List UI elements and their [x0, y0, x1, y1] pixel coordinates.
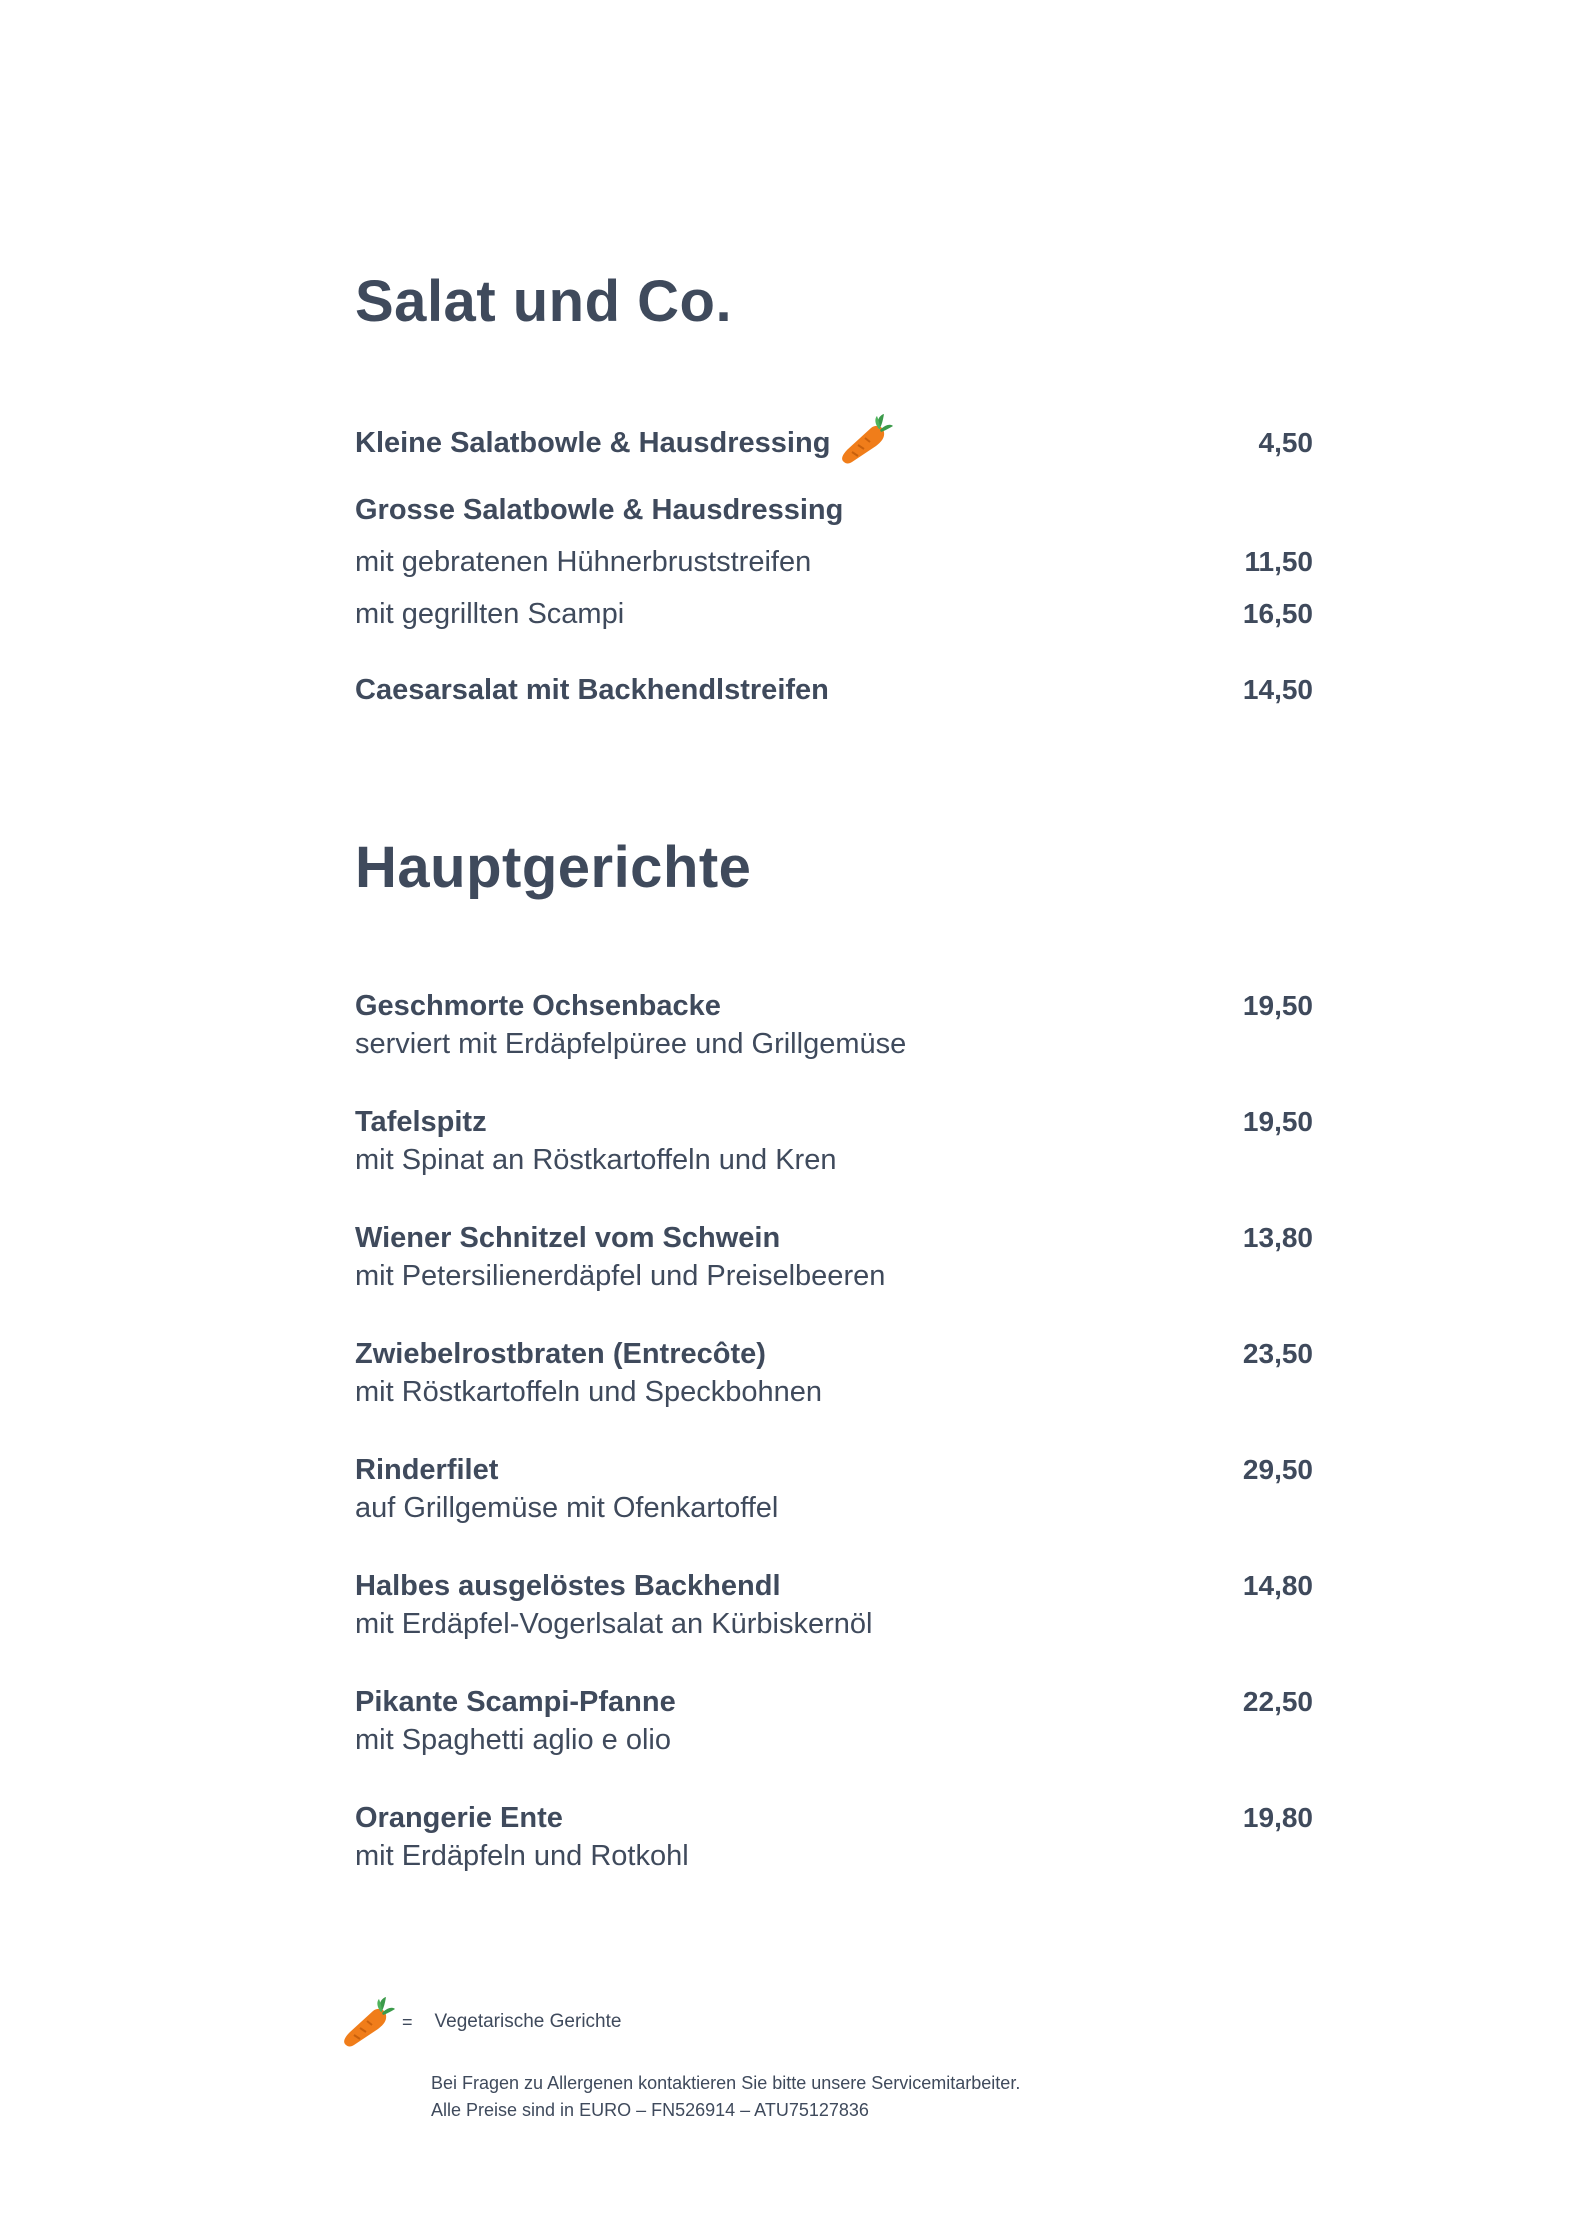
item-description: auf Grillgemüse mit Ofenkartoffel [355, 1492, 779, 1524]
section-title-salat: Salat und Co. [355, 269, 733, 334]
menu-item [355, 1222, 1313, 1293]
item-price: 4,50 [1258, 426, 1313, 458]
carrot-icon [340, 1995, 396, 2049]
item-price: 23,50 [1242, 1338, 1313, 1369]
item-option [355, 598, 1313, 650]
menu-item-grosse-salatbowle [355, 494, 1313, 650]
item-description: mit Spaghetti aglio e olio [355, 1724, 671, 1756]
item-price: 19,50 [1242, 990, 1313, 1021]
item-name: Zwiebelrostbraten (Entrecôte) [355, 1338, 766, 1370]
item-price: 22,50 [1242, 1686, 1313, 1717]
item-description: mit Erdäpfel-Vogerlsalat an Kürbiskernöl [355, 1608, 873, 1640]
option-price: 11,50 [1244, 546, 1313, 577]
option-label: mit gegrillten Scampi [355, 598, 625, 630]
section-title-haupt: Hauptgerichte [355, 835, 752, 900]
item-name: Tafelspitz [355, 1106, 487, 1138]
legend-label: Vegetarische Gerichte [434, 2011, 622, 2032]
item-name: Pikante Scampi-Pfanne [355, 1686, 676, 1718]
menu-item-kleine-salatbowle [355, 416, 1313, 468]
menu-item-caesarsalat [355, 674, 1313, 726]
item-name: Geschmorte Ochsenbacke [355, 990, 721, 1022]
item-name: Rinderfilet [355, 1454, 499, 1486]
item-price: 19,50 [1242, 1106, 1313, 1137]
item-name: Kleine Salatbowle & Hausdressing [355, 426, 831, 459]
menu-item [355, 1338, 1313, 1409]
footer-notes [431, 2070, 1020, 2124]
legend-equals: = [402, 2011, 413, 2032]
item-description: mit Petersilienerdäpfel und Preiselbeeren [355, 1260, 886, 1292]
menu-item [355, 1570, 1313, 1641]
item-description: mit Röstkartoffeln und Speckbohnen [355, 1376, 822, 1408]
menu-item [355, 1454, 1313, 1525]
item-name: Wiener Schnitzel vom Schwein [355, 1222, 781, 1254]
item-price: 19,80 [1242, 1802, 1313, 1833]
item-price: 29,50 [1242, 1454, 1313, 1485]
allergen-note: Bei Fragen zu Allergenen kontaktieren Sie bitte unsere Servicemitarbeiter. [431, 2073, 1021, 2093]
menu-item [355, 990, 1313, 1061]
option-label: mit gebratenen Hühnerbruststreifen [355, 546, 812, 578]
item-price: 14,80 [1242, 1570, 1313, 1601]
item-description: mit Erdäpfeln und Rotkohl [355, 1840, 689, 1872]
menu-item [355, 1106, 1313, 1177]
menu-item [355, 1802, 1313, 1873]
item-description: serviert mit Erdäpfelpüree und Grillgemüse [355, 1028, 907, 1060]
legend [340, 1995, 621, 2049]
item-name: Grosse Salatbowle & Hausdressing [355, 494, 844, 526]
item-option [355, 546, 1313, 598]
item-name-row [355, 416, 894, 470]
item-name: Halbes ausgelöstes Backhendl [355, 1570, 781, 1602]
item-description: mit Spinat an Röstkartoffeln und Kren [355, 1144, 837, 1176]
option-price: 16,50 [1242, 598, 1313, 629]
item-name: Caesarsalat mit Backhendlstreifen [355, 674, 829, 706]
menu-item [355, 1686, 1313, 1757]
price-note: Alle Preise sind in EURO – FN526914 – ATU75127836 [431, 2100, 869, 2120]
item-name: Orangerie Ente [355, 1802, 563, 1834]
item-price: 13,80 [1242, 1222, 1313, 1253]
item-price: 14,50 [1242, 674, 1313, 705]
carrot-icon [838, 412, 894, 466]
